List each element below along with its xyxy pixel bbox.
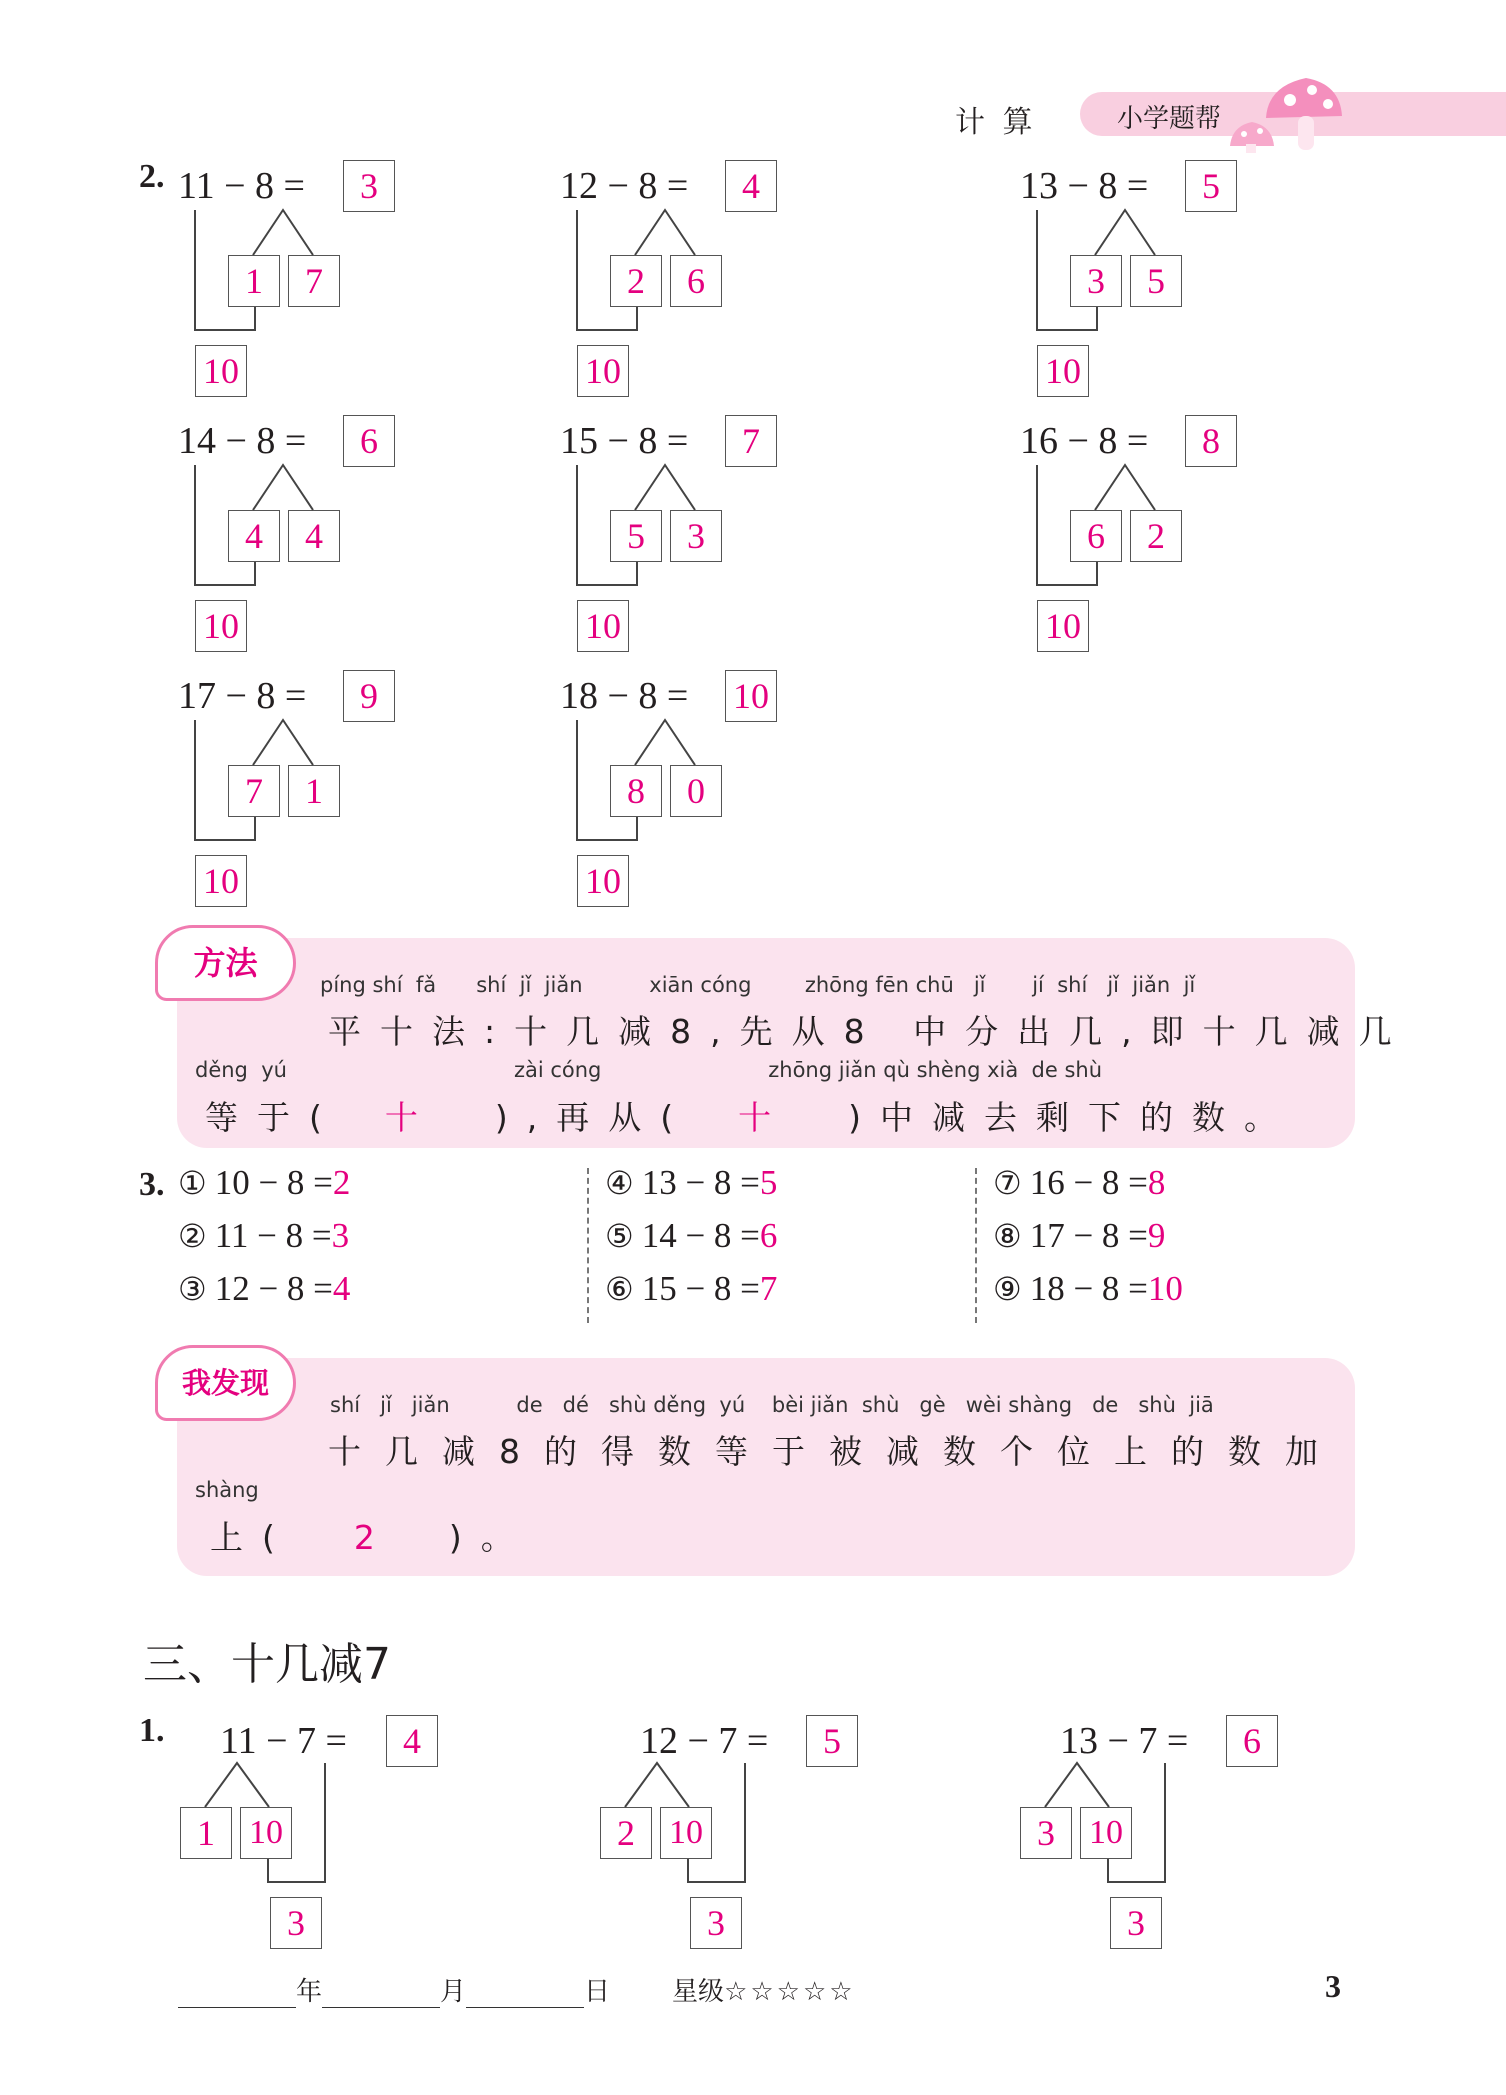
ten-box: 10 — [1037, 345, 1089, 397]
answer: 4 — [332, 1269, 351, 1308]
answer-box: 5 — [806, 1715, 858, 1767]
discover-pinyin-1: shí jǐ jiǎn de dé shù děng yú bèi jiǎn shù gè wèi shàng de shù jiā — [330, 1393, 1214, 1417]
expression: 16 − 8 = — [1029, 1163, 1148, 1202]
computation-item — [605, 1269, 777, 1309]
ten-box: 10 — [195, 345, 247, 397]
answer-box: 8 — [1185, 415, 1237, 467]
expression: 13 − 8 = — [641, 1163, 760, 1202]
branch-lines — [1020, 415, 1220, 615]
equation: 16 − 8 = — [1020, 420, 1149, 462]
date-rating-line: 年 月 日 星级☆☆☆☆☆ — [178, 1971, 856, 2008]
expression: 17 − 8 = — [1029, 1216, 1148, 1255]
branch-lines — [600, 1715, 800, 1915]
computation-item — [993, 1216, 1165, 1256]
column-divider — [587, 1168, 589, 1323]
answer: 9 — [1147, 1216, 1166, 1255]
answer: 5 — [759, 1163, 778, 1202]
ones-box: 3 — [1070, 255, 1122, 307]
branch-lines — [1020, 160, 1220, 360]
ten-box: 10 — [577, 345, 629, 397]
method-pinyin-1: píng shí fǎ shí jǐ jiǎn xiān cóng zhōng fēn chū jǐ jí shí jǐ jiǎn jǐ — [320, 973, 1196, 997]
ten-box: 10 — [1080, 1807, 1132, 1859]
page-number: 3 — [1325, 1968, 1341, 2004]
method-text-1: 平十法:十几减8,先从8 中分出几,即十几减几 — [328, 1012, 1411, 1051]
ten-box: 10 — [660, 1807, 712, 1859]
subtrahend-part-box: 7 — [288, 255, 340, 307]
answer-box: 10 — [725, 670, 777, 722]
answer-box: 7 — [725, 415, 777, 467]
method-pinyin-2: děng yú zài cóng zhōng jiǎn qù shèng xià de shù — [195, 1058, 1103, 1082]
expression: 11 − 8 = — [214, 1216, 332, 1255]
ones-box: 4 — [228, 510, 280, 562]
section-title: 三、十几减7 — [143, 1639, 391, 1690]
computation-item — [178, 1269, 350, 1309]
branch-lines — [560, 670, 760, 870]
computation-item — [605, 1216, 777, 1256]
answer-box: 6 — [343, 415, 395, 467]
ones-box: 5 — [610, 510, 662, 562]
equation: 11 − 7 = — [220, 1720, 347, 1762]
discover-tag: 我发现 — [155, 1345, 296, 1421]
ones-box: 1 — [180, 1807, 232, 1859]
answer: 6 — [759, 1216, 778, 1255]
equation: 14 − 8 = — [178, 420, 307, 462]
computation-item — [993, 1163, 1165, 1203]
equation: 17 − 8 = — [178, 675, 307, 717]
subtrahend-part-box: 1 — [288, 765, 340, 817]
rating-stars: ☆☆☆☆☆ — [724, 1977, 856, 2007]
equation: 18 − 8 = — [560, 675, 689, 717]
ones-box: 2 — [600, 1807, 652, 1859]
branch-lines — [178, 415, 378, 615]
item-number: ② — [178, 1217, 207, 1255]
year-blank — [178, 1981, 296, 2008]
expression: 14 − 8 = — [641, 1216, 760, 1255]
answer: 2 — [332, 1163, 351, 1202]
ten-box: 10 — [577, 600, 629, 652]
expression: 12 − 8 = — [214, 1269, 333, 1308]
item-number: ④ — [605, 1164, 634, 1202]
subtrahend-part-box: 4 — [288, 510, 340, 562]
answer-box: 4 — [386, 1715, 438, 1767]
item-number: ⑤ — [605, 1217, 634, 1255]
subtrahend-part-box: 2 — [1130, 510, 1182, 562]
item-number: ⑦ — [993, 1164, 1022, 1202]
ten-box: 10 — [195, 600, 247, 652]
ten-box: 10 — [195, 855, 247, 907]
equation: 12 − 8 = — [560, 165, 689, 207]
ones-box: 2 — [610, 255, 662, 307]
method-text-2: 等于( 十 ),再从( 十 )中减去剩下的数。 — [205, 1098, 1296, 1137]
difference-box: 3 — [690, 1897, 742, 1949]
item-number: ③ — [178, 1270, 207, 1308]
answer-box: 5 — [1185, 160, 1237, 212]
answer: 7 — [759, 1269, 778, 1308]
answer: 8 — [1147, 1163, 1166, 1202]
subtrahend-part-box: 6 — [670, 255, 722, 307]
equation: 11 − 8 = — [178, 165, 305, 207]
computation-item — [605, 1163, 777, 1203]
expression: 18 − 8 = — [1029, 1269, 1148, 1308]
ones-box: 1 — [228, 255, 280, 307]
answer-box: 9 — [343, 670, 395, 722]
item-number: ① — [178, 1164, 207, 1202]
branch-lines — [1020, 1715, 1220, 1915]
mushroom-icon — [1228, 58, 1348, 153]
branch-lines — [560, 415, 760, 615]
answer-box: 6 — [1226, 1715, 1278, 1767]
answer: 3 — [331, 1216, 350, 1255]
discover-text-1: 十几减8的得数等于被减数个位上的数加 — [328, 1432, 1342, 1471]
answer-box: 3 — [343, 160, 395, 212]
difference-box: 3 — [1110, 1897, 1162, 1949]
answer-box: 4 — [725, 160, 777, 212]
ones-box: 7 — [228, 765, 280, 817]
ones-box: 6 — [1070, 510, 1122, 562]
equation: 13 − 8 = — [1020, 165, 1149, 207]
method-fill-2: 十 — [738, 1098, 791, 1137]
item-number: ⑨ — [993, 1270, 1022, 1308]
ten-box: 10 — [240, 1807, 292, 1859]
day-blank — [466, 1981, 584, 2008]
branch-lines — [178, 670, 378, 870]
method-fill-1: 十 — [384, 1098, 437, 1137]
item-number: ⑥ — [605, 1270, 634, 1308]
difference-box: 3 — [270, 1897, 322, 1949]
expression: 10 − 8 = — [214, 1163, 333, 1202]
computation-item — [993, 1269, 1183, 1309]
equation: 15 − 8 = — [560, 420, 689, 462]
month-blank — [322, 1981, 440, 2008]
ones-box: 3 — [1020, 1807, 1072, 1859]
subtrahend-part-box: 0 — [670, 765, 722, 817]
subtrahend-part-box: 5 — [1130, 255, 1182, 307]
header-brand: 小学题帮 — [1117, 104, 1222, 134]
answer: 10 — [1147, 1269, 1183, 1308]
discover-text-2: 上( 2 )。 — [210, 1518, 533, 1557]
equation: 13 − 7 = — [1060, 1720, 1189, 1762]
discover-fill: 2 — [353, 1518, 394, 1557]
computation-item — [178, 1216, 349, 1256]
branch-lines — [178, 160, 378, 360]
item-number: ⑧ — [993, 1217, 1022, 1255]
subtrahend-part-box: 3 — [670, 510, 722, 562]
ten-box: 10 — [1037, 600, 1089, 652]
ten-box: 10 — [577, 855, 629, 907]
discover-pinyin-2: shàng — [195, 1478, 259, 1502]
branch-lines — [180, 1715, 380, 1915]
equation: 12 − 7 = — [640, 1720, 769, 1762]
expression: 15 − 8 = — [641, 1269, 760, 1308]
method-tag: 方法 — [155, 925, 296, 1001]
branch-lines — [560, 160, 760, 360]
ones-box: 8 — [610, 765, 662, 817]
question-number: 1. — [139, 1712, 165, 1749]
column-divider — [975, 1168, 977, 1323]
header-subject: 计 算 — [955, 105, 1037, 140]
computation-item — [178, 1163, 350, 1203]
question-number: 3. — [139, 1166, 165, 1203]
question-number: 2. — [139, 158, 165, 195]
